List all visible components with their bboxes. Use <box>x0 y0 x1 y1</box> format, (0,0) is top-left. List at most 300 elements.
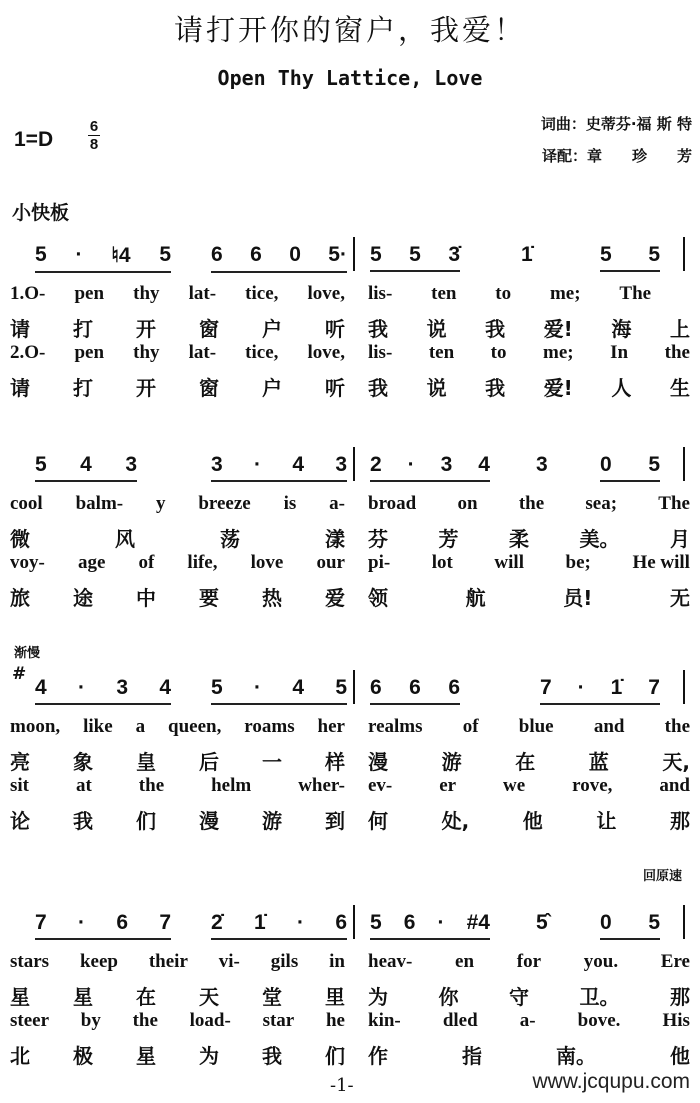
note: 5 <box>370 243 382 266</box>
lyric-syllable: keep <box>79 951 118 972</box>
lyric-syllable: 你 <box>438 985 459 1009</box>
note: 3 <box>536 453 548 476</box>
lyric-syllable: 星 <box>136 1044 156 1068</box>
note: 1̇ <box>254 911 266 934</box>
time-signature <box>88 118 100 153</box>
lyric-syllable: blue <box>518 716 554 737</box>
lyric-syllable: 那 <box>670 985 690 1009</box>
lyric-syllable: 为 <box>368 985 388 1009</box>
lyric-syllable: load- <box>189 1010 231 1031</box>
lyric-line-en <box>0 342 700 372</box>
lyric-syllable: wher- <box>298 775 345 796</box>
lyric-syllable: 他 <box>522 809 543 833</box>
barline <box>353 670 355 704</box>
lyric-syllable: a- <box>329 493 345 514</box>
note: 4 <box>292 676 304 699</box>
lyric-syllable: he <box>325 1010 345 1031</box>
time-signature-bottom: 8 <box>89 136 99 153</box>
barline <box>683 670 685 704</box>
note: 3 <box>211 453 223 476</box>
lyric-measure <box>368 283 690 305</box>
lyric-syllable: our <box>316 552 345 573</box>
lyric-measure <box>368 372 690 401</box>
lyric-measure <box>10 372 345 401</box>
lyric-measure <box>368 746 690 775</box>
lyric-line-en <box>0 1010 700 1040</box>
lyric-syllable: dled <box>442 1010 478 1031</box>
notes-row <box>0 453 700 483</box>
lyric-syllable: 户 <box>262 317 282 341</box>
note: · <box>75 243 83 266</box>
measure-1 <box>35 453 347 482</box>
time-signature-top: 6 <box>89 118 99 135</box>
lyric-syllable: by <box>80 1010 101 1031</box>
note: 6 <box>370 676 382 699</box>
lyric-syllable: 们 <box>136 809 156 833</box>
lyric-syllable: 那 <box>669 809 690 833</box>
note: 5 <box>211 676 223 699</box>
note: 5 <box>35 453 47 476</box>
note: · <box>577 676 585 699</box>
note: 6 <box>448 676 460 699</box>
beat-group <box>211 676 347 705</box>
lyric-syllable: 论 <box>10 809 30 833</box>
lyric-measure <box>10 523 345 552</box>
lyric-measure <box>10 493 345 515</box>
lyric-syllable: 漾 <box>325 527 345 551</box>
lyric-syllable: 人 <box>611 376 632 400</box>
lyric-syllable: ten <box>428 342 455 363</box>
beat-group <box>35 676 171 705</box>
lyric-syllable: balm- <box>75 493 124 514</box>
note: 6 <box>335 911 347 934</box>
lyric-syllable: 他 <box>670 1044 690 1068</box>
lyric-syllable: and <box>593 716 625 737</box>
measure-1 <box>35 676 347 705</box>
lyric-line-zh <box>0 805 700 835</box>
lyric-syllable: love, <box>307 283 345 304</box>
note: 3 <box>335 453 347 476</box>
lyric-syllable: er <box>439 775 457 796</box>
lyric-syllable: 星 <box>73 985 93 1009</box>
lyric-line-zh <box>0 523 700 553</box>
lyric-syllable: lat- <box>188 342 217 363</box>
lyric-syllable: is <box>283 493 297 514</box>
note: 5 <box>648 911 660 934</box>
lyric-syllable: kin- <box>368 1010 401 1031</box>
lyric-syllable: 打 <box>73 317 93 341</box>
lyric-syllable: 我 <box>73 809 93 833</box>
lyric-syllable: a <box>135 716 146 737</box>
lyric-syllable: 爱 <box>325 586 345 610</box>
notes-row <box>0 911 700 941</box>
watermark: www.jcqupu.com <box>532 1070 690 1093</box>
beat-group <box>370 911 490 940</box>
lyric-syllable: 北 <box>10 1044 30 1068</box>
lyric-syllable: 们 <box>325 1044 345 1068</box>
lyric-syllable: thy <box>133 342 160 363</box>
lyric-measure <box>368 716 690 738</box>
lyric-syllable: 户 <box>262 376 282 400</box>
beat-group <box>536 453 554 482</box>
lyric-syllable: the <box>132 1010 158 1031</box>
lyric-syllable: 美。 <box>579 527 620 551</box>
lyric-syllable: the <box>518 493 545 514</box>
note: 4 <box>292 453 304 476</box>
note: 3̇ <box>448 243 460 266</box>
note: 5 <box>35 243 47 266</box>
notes-row <box>0 676 700 706</box>
lyric-syllable: lat- <box>188 283 217 304</box>
lyric-syllable: 我 <box>485 376 506 400</box>
beat-group <box>211 243 347 273</box>
note: 7 <box>540 676 552 699</box>
note: 3 <box>116 676 128 699</box>
song-title: 请打开你的窗户，我爱！ <box>173 13 526 47</box>
note: 2̇ <box>211 911 223 934</box>
note: 3 <box>440 453 453 476</box>
lyric-measure <box>10 805 345 834</box>
lyric-syllable: 开 <box>136 376 156 400</box>
lyric-syllable: The <box>658 493 690 514</box>
lyric-syllable: helm <box>211 775 252 796</box>
lyric-measure <box>368 313 690 342</box>
lyric-syllable: Ere <box>660 951 690 972</box>
lyric-syllable: 让 <box>596 809 617 833</box>
key-signature: 1=D <box>14 128 54 151</box>
note: 6 <box>116 911 128 934</box>
lyric-syllable: age <box>77 552 106 573</box>
note: 5̂ <box>536 911 548 934</box>
page-number: -1- <box>330 1075 354 1096</box>
beat-group <box>540 676 660 705</box>
lyric-measure <box>10 552 345 574</box>
lyric-syllable: 航 <box>465 586 486 610</box>
lyric-syllable: 到 <box>325 809 345 833</box>
lyric-syllable: their <box>148 951 188 972</box>
lyric-syllable: a- <box>519 1010 536 1031</box>
measure-2 <box>370 911 660 940</box>
lyric-syllable: the <box>138 775 165 796</box>
measure-2 <box>370 453 660 482</box>
note: 1̇ <box>521 243 533 266</box>
lyric-syllable: 指 <box>462 1044 482 1068</box>
lyric-syllable: 爱! <box>543 317 573 341</box>
lyric-syllable: 窗 <box>199 376 219 400</box>
lyric-line-zh <box>0 582 700 612</box>
note: 4 <box>35 676 47 699</box>
lyric-syllable: 我 <box>368 317 388 341</box>
lyric-syllable: His <box>662 1010 690 1031</box>
lyric-syllable: roams <box>244 716 295 737</box>
lyric-syllable: bove. <box>577 1010 621 1031</box>
measure-1 <box>35 243 347 273</box>
lyric-syllable: tice, <box>245 342 279 363</box>
note: #4 <box>466 911 490 934</box>
note: 3 <box>125 453 137 476</box>
note: 5 <box>409 243 421 266</box>
lyric-syllable: 旅 <box>10 586 30 610</box>
beat-group <box>370 453 490 482</box>
lyric-syllable: in <box>329 951 345 972</box>
lyric-syllable: broad <box>368 493 417 514</box>
lyric-syllable: love, <box>307 342 345 363</box>
lyric-syllable: 漫 <box>368 750 388 774</box>
lyric-syllable: stars <box>10 951 50 972</box>
note: 7 <box>648 676 660 699</box>
lyric-measure <box>368 981 690 1010</box>
lyric-syllable: 微 <box>10 527 30 551</box>
lyric-syllable: sit <box>10 775 29 796</box>
lyric-syllable: 窗 <box>199 317 219 341</box>
note: 5 <box>370 911 382 934</box>
beat-group <box>536 911 554 940</box>
lyric-syllable: 风 <box>115 527 135 551</box>
lyric-measure <box>368 552 690 574</box>
lyric-syllable: the <box>664 716 690 737</box>
beat-group <box>600 453 660 482</box>
note: · <box>254 453 261 476</box>
lyric-syllable: life, <box>187 552 218 573</box>
lyric-syllable: ten <box>431 283 457 304</box>
lyric-measure <box>368 342 690 364</box>
lyric-syllable: He will <box>632 552 690 573</box>
lyric-measure <box>368 523 690 552</box>
lyric-line-zh <box>0 746 700 776</box>
lyric-syllable: 请 <box>10 376 30 400</box>
barline <box>683 447 685 481</box>
lyric-syllable: heav- <box>368 951 413 972</box>
measure-2 <box>370 676 660 705</box>
beat-group <box>35 243 171 273</box>
note: · <box>437 911 445 934</box>
lyric-syllable: me; <box>549 283 581 304</box>
lyric-line-en <box>0 716 700 746</box>
lyric-syllable: 皇 <box>136 750 156 774</box>
lyric-syllable: and <box>659 775 690 796</box>
lyric-syllable: ev- <box>368 775 393 796</box>
note: 5 <box>600 243 612 266</box>
beat-group <box>600 911 660 940</box>
tempo-change-marking: 渐慢 <box>14 646 41 661</box>
lyric-syllable: of <box>138 552 155 573</box>
beat-group <box>35 453 137 482</box>
lyric-syllable: 领 <box>368 586 388 610</box>
lyric-syllable: for <box>516 951 542 972</box>
translator-credit: 译配：章 珍 芳 <box>541 147 692 165</box>
lyric-measure <box>10 342 345 364</box>
beat-group <box>370 676 460 705</box>
beat-group <box>35 911 171 940</box>
barline <box>353 447 355 481</box>
lyric-syllable: 途 <box>73 586 93 610</box>
lyric-syllable: gils <box>270 951 299 972</box>
lyric-syllable: 后 <box>199 750 219 774</box>
lyric-measure <box>10 951 345 973</box>
lyric-syllable: voy- <box>10 552 45 573</box>
note: 4 <box>159 676 171 699</box>
lyric-syllable: 里 <box>325 985 345 1009</box>
note: 2 <box>370 453 382 476</box>
note: 6 <box>211 243 223 266</box>
lyric-syllable: to <box>490 342 507 363</box>
note: 0 <box>289 243 301 266</box>
lyric-line-en <box>0 775 700 805</box>
note: · <box>297 911 304 934</box>
lyric-syllable: realms <box>368 716 423 737</box>
lyric-syllable: we <box>503 775 526 796</box>
lyric-syllable: lot <box>431 552 453 573</box>
lyric-syllable: star <box>262 1010 295 1031</box>
lyric-syllable: on <box>457 493 478 514</box>
measure-1 <box>35 911 347 940</box>
lyric-syllable: 爱! <box>543 376 573 400</box>
note: 7 <box>35 911 47 934</box>
lyric-syllable: 请 <box>10 317 30 341</box>
lyric-syllable: will <box>494 552 524 573</box>
lyric-syllable: 一 <box>262 750 282 774</box>
lyric-syllable: 芳 <box>438 527 459 551</box>
note: 5 <box>335 676 347 699</box>
lyric-syllable: to <box>495 283 512 304</box>
lyric-syllable: vi- <box>218 951 240 972</box>
lyric-syllable: 卫。 <box>579 985 620 1009</box>
lyric-measure <box>10 716 345 738</box>
lyric-syllable: 芬 <box>368 527 388 551</box>
lyric-syllable: 海 <box>611 317 632 341</box>
lyric-line-zh <box>0 372 700 402</box>
lyric-syllable: 听 <box>325 376 345 400</box>
lyric-syllable: 柔 <box>509 527 529 551</box>
lyric-syllable: 要 <box>199 586 219 610</box>
lyric-syllable: 我 <box>368 376 388 400</box>
barline <box>683 237 685 271</box>
lyric-syllable: 员! <box>563 586 593 610</box>
barline <box>353 905 355 939</box>
lyric-syllable: 开 <box>136 317 156 341</box>
lyric-syllable: 中 <box>136 586 156 610</box>
beat-group <box>521 243 539 272</box>
lyric-measure <box>10 981 345 1010</box>
lyric-syllable: pen <box>74 283 105 304</box>
lyric-measure <box>10 582 345 611</box>
composer-credit: 词曲：史蒂芬·福 斯 特 <box>540 115 692 133</box>
lyric-syllable: pen <box>74 342 105 363</box>
beat-group <box>211 911 347 940</box>
lyric-syllable: 说 <box>426 376 447 400</box>
lyric-measure <box>10 313 345 342</box>
lyric-measure <box>10 283 345 305</box>
lyric-syllable: moon, <box>10 716 61 737</box>
lyric-syllable: 我 <box>485 317 506 341</box>
lyric-syllable: 堂 <box>262 985 282 1009</box>
lyric-syllable: The <box>619 283 652 304</box>
lyric-syllable: 游 <box>262 809 282 833</box>
note: 0 <box>600 911 612 934</box>
lyric-syllable: 天, <box>662 750 690 774</box>
lyric-measure <box>368 1040 690 1069</box>
note: 5 <box>648 243 660 266</box>
beat-group <box>370 243 460 272</box>
lyric-syllable: me; <box>543 342 574 363</box>
lyric-syllable: 象 <box>73 750 93 774</box>
lyric-syllable: 守 <box>509 985 529 1009</box>
note: 6 <box>409 676 421 699</box>
lyric-syllable: 漫 <box>199 809 219 833</box>
lyric-measure <box>10 775 345 797</box>
lyric-syllable: steer <box>10 1010 50 1031</box>
lyric-syllable: 在 <box>136 985 156 1009</box>
lyric-syllable: rove, <box>572 775 613 796</box>
lyric-syllable: 我 <box>262 1044 282 1068</box>
lyric-syllable: 样 <box>325 750 345 774</box>
lyric-syllable: 热 <box>262 586 282 610</box>
measure-2 <box>370 243 660 272</box>
lyric-line-zh <box>0 981 700 1011</box>
lyric-syllable: queen, <box>168 716 222 737</box>
lyric-measure <box>10 1040 345 1069</box>
lyric-syllable: 星 <box>10 985 30 1009</box>
lyric-syllable: you. <box>583 951 619 972</box>
tempo-change-marking: 回原速 <box>642 869 682 884</box>
lyric-syllable: 月 <box>670 527 690 551</box>
lyric-line-en <box>0 552 700 582</box>
lyric-measure <box>368 775 690 797</box>
lyric-syllable: love <box>250 552 284 573</box>
lyric-syllable: 何 <box>368 809 388 833</box>
lyric-syllable: 作 <box>368 1044 388 1068</box>
lyric-syllable: 为 <box>199 1044 219 1068</box>
note: 4 <box>80 453 92 476</box>
lyric-syllable: sea; <box>585 493 618 514</box>
lyric-syllable: cool <box>10 493 43 514</box>
lyric-syllable: at <box>75 775 92 796</box>
lyric-syllable: tice, <box>245 283 279 304</box>
lyric-measure <box>368 805 690 834</box>
lyric-syllable: 生 <box>669 376 690 400</box>
note: · <box>407 453 415 476</box>
barline <box>353 237 355 271</box>
lyric-syllable: 游 <box>441 750 462 774</box>
lyric-syllable: lis- <box>368 283 393 304</box>
note: 6 <box>403 911 416 934</box>
lyric-syllable: pi- <box>368 552 391 573</box>
note: 1̇ <box>610 676 623 699</box>
lyric-syllable: 蓝 <box>588 750 609 774</box>
note: 5 <box>159 243 171 266</box>
note: · <box>254 676 261 699</box>
lyric-syllable: 打 <box>73 376 93 400</box>
lyric-syllable: of <box>462 716 479 737</box>
tempo-marking: 小快板 <box>12 202 70 224</box>
lyric-syllable: 上 <box>669 317 690 341</box>
lyric-syllable: thy <box>133 283 160 304</box>
lyric-line-en <box>0 493 700 523</box>
lyric-syllable: lis- <box>368 342 393 363</box>
lyric-syllable: the <box>664 342 690 363</box>
note: · <box>78 676 85 699</box>
lyric-syllable: 无 <box>670 586 690 610</box>
lyric-line-en <box>0 951 700 981</box>
lyric-syllable: 极 <box>73 1044 93 1068</box>
lyric-measure <box>10 1010 345 1032</box>
lyric-syllable: 说 <box>426 317 447 341</box>
lyric-syllable: 处, <box>441 809 470 833</box>
lyric-syllable: 2.O- <box>10 342 46 363</box>
lyric-measure <box>368 1010 690 1032</box>
lyric-line-zh <box>0 1040 700 1070</box>
lyric-measure <box>10 746 345 775</box>
